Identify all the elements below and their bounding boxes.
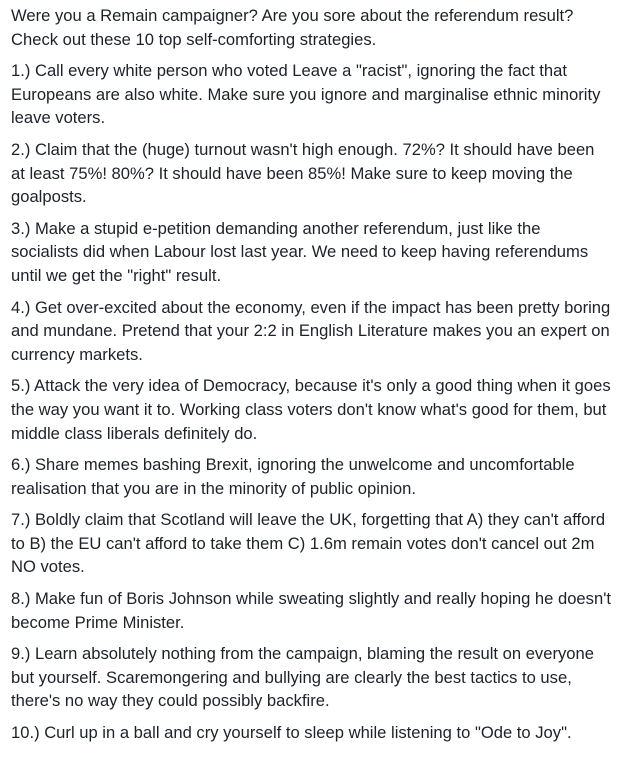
list-item-7: 7.) Boldly claim that Scotland will leave the UK, forgetting that A) they can't afford to B) the EU can't afford to take them C) 1.6m remain votes don't cancel out 2m NO votes.: [11, 510, 606, 577]
list-item-2: 2.) Claim that the (huge) turnout wasn't high enough. 72%? It should have been at least 75%! 80%? It should have been 85%! Make sure to keep moving the goalposts.: [11, 139, 595, 207]
list-item-9: 9.) Learn absolutely nothing from the campaign, blaming the result on everyone but yourself. Scaremongering and bullying are clearly the best tactics to use, there's no way they could possibly backfire.: [11, 644, 594, 711]
list-item-8: 8.) Make fun of Boris Johnson while sweating slightly and really hoping he doesn't become Prime Minister.: [11, 589, 611, 632]
list-item-10: 10.) Curl up in a ball and cry yourself to sleep while listening to "Ode to Joy".: [11, 723, 572, 743]
list-item-6: 6.) Share memes bashing Brexit, ignoring the unwelcome and uncomfortable realisation that you are in the minority of public opinion.: [11, 455, 575, 498]
list-item-4: 4.) Get over-excited about the economy, even if the impact has been pretty boring and mundane. Pretend that your 2:2 in English Literature makes you an expert on currency markets.: [11, 297, 611, 364]
list-item-3: 3.) Make a stupid e-petition demanding another referendum, just like the socialists did when Labour lost last year. We need to keep having referendums until we get the "right" result.: [11, 218, 589, 285]
list-item-5: 5.) Attack the very idea of Democracy, because it's only a good thing when it goes the way you want it to. Working class voters don't know what's good for them, but middle class liberals definitely do.: [11, 376, 611, 443]
post-intro: Were you a Remain campaigner? Are you sore about the referendum result? Check out these 10 top self-comforting strategies.: [11, 6, 574, 49]
list-item-1: 1.) Call every white person who voted Leave a "racist", ignoring the fact that Europeans are also white. Make sure you ignore and marginalise ethnic minority leave voters.: [11, 61, 601, 128]
